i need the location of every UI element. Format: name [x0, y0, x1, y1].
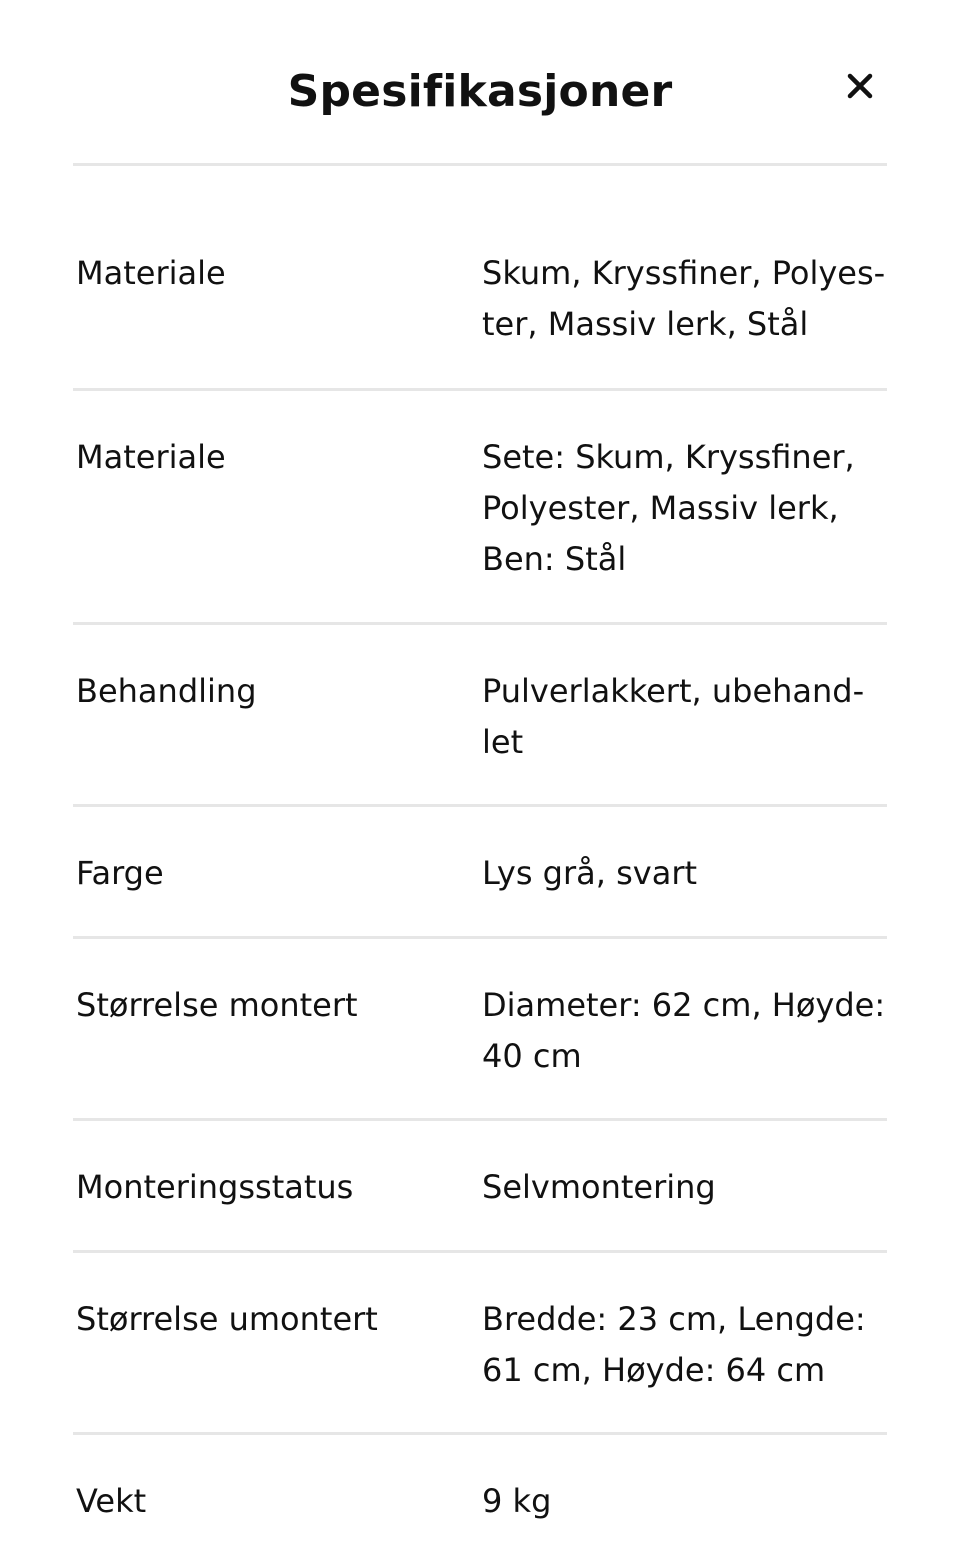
sheet-title: Spesifikasjoner: [287, 66, 673, 117]
spec-row: [73, 388, 887, 622]
spec-value-line: 9 kg: [482, 1482, 552, 1520]
spec-label: Monteringsstatus: [76, 1168, 354, 1206]
spec-value: [482, 666, 886, 768]
spec-value: [482, 848, 886, 899]
spec-list: [73, 166, 887, 1561]
sheet-header: [0, 0, 960, 166]
spec-value: [482, 1162, 886, 1213]
spec-value-line: 61 cm, Høyde: 64 cm: [482, 1351, 826, 1389]
spec-value: [482, 1294, 886, 1396]
spec-label: Materiale: [76, 254, 226, 292]
spec-value-line: Sete: Skum, Kryssfiner,: [482, 438, 855, 476]
spec-row: [73, 1432, 887, 1561]
spec-value: [482, 248, 886, 350]
spec-value-line: Selvmontering: [482, 1168, 716, 1206]
spec-value-line: ter, Massiv lerk, Stål: [482, 305, 809, 343]
spec-value-line: Lys grå, svart: [482, 854, 698, 892]
spec-value-line: Pulverlakkert, ubehand-: [482, 672, 865, 710]
spec-label: Størrelse umontert: [76, 1300, 378, 1338]
spec-label: Materiale: [76, 438, 226, 476]
spec-value-line: Skum, Kryssfiner, Polyes-: [482, 254, 886, 292]
spec-value: [482, 1476, 886, 1527]
spec-row: [73, 166, 887, 388]
spec-row: [73, 804, 887, 936]
spec-value-line: Diameter: 62 cm, Høyde:: [482, 986, 886, 1024]
spec-label: Behandling: [76, 672, 257, 710]
spec-label: Vekt: [76, 1482, 147, 1520]
spec-label: Størrelse montert: [76, 986, 358, 1024]
close-button[interactable]: [840, 66, 880, 106]
spec-row: [73, 936, 887, 1118]
spec-value-line: let: [482, 723, 524, 761]
spec-value-line: Bredde: 23 cm, Lengde:: [482, 1300, 866, 1338]
spec-label: Farge: [76, 854, 164, 892]
spec-value-line: 40 cm: [482, 1037, 582, 1075]
spec-row: [73, 1118, 887, 1250]
spec-value-line: Ben: Stål: [482, 540, 627, 578]
spec-value: [482, 980, 886, 1082]
close-icon: [846, 72, 874, 100]
spec-value-line: Polyester, Massiv lerk,: [482, 489, 839, 527]
spec-value: [482, 432, 886, 585]
spec-row: [73, 622, 887, 804]
spec-row: [73, 1250, 887, 1432]
